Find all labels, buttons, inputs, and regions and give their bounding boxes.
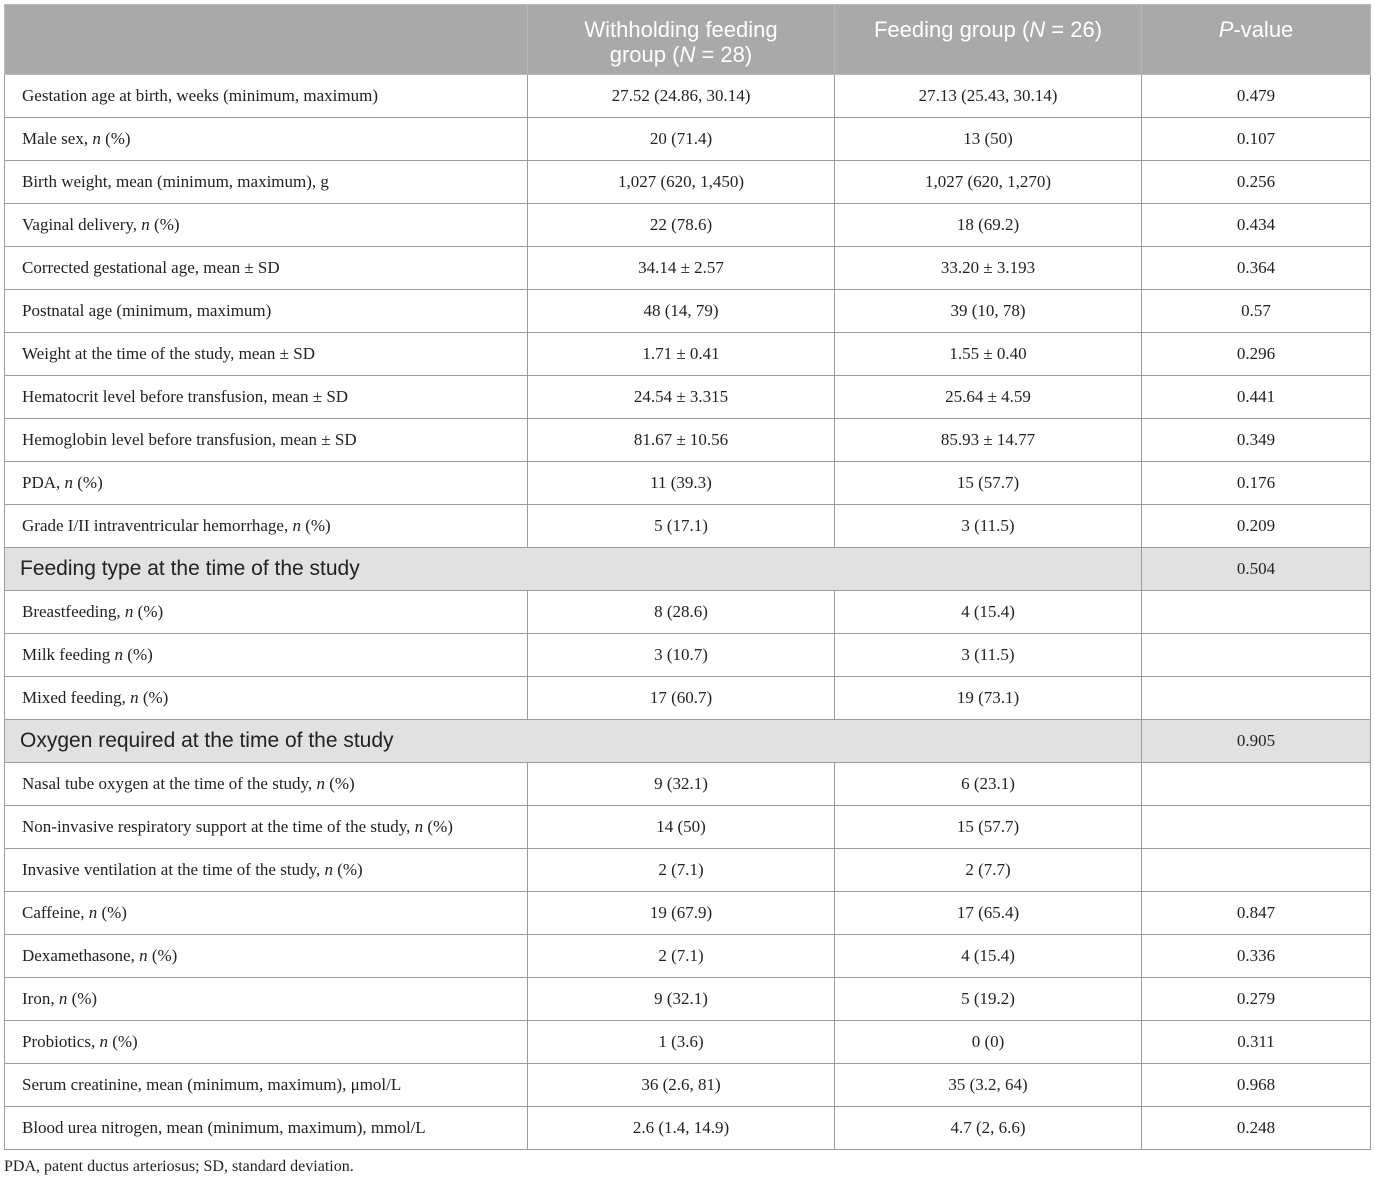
withholding-value: 14 (50) — [528, 806, 835, 849]
withholding-value: 36 (2.6, 81) — [528, 1064, 835, 1107]
table-row — [5, 935, 1371, 978]
p-value: 0.847 — [1142, 892, 1371, 935]
feeding-value: 33.20 ± 3.193 — [835, 247, 1142, 290]
table-row — [5, 806, 1371, 849]
feeding-value: 39 (10, 78) — [835, 290, 1142, 333]
table-row — [5, 376, 1371, 419]
feeding-value: 3 (11.5) — [835, 505, 1142, 548]
row-label: Mixed feeding, n (%) — [5, 677, 528, 720]
row-label: Corrected gestational age, mean ± SD — [5, 247, 528, 290]
feeding-value: 1.55 ± 0.40 — [835, 333, 1142, 376]
row-label: Grade I/II intraventricular hemorrhage, n (%) — [5, 505, 528, 548]
withholding-value: 8 (28.6) — [528, 591, 835, 634]
table-row — [5, 634, 1371, 677]
feeding-value: 6 (23.1) — [835, 763, 1142, 806]
withholding-value: 1.71 ± 0.41 — [528, 333, 835, 376]
baseline-characteristics-table — [4, 4, 1371, 1150]
p-value: 0.296 — [1142, 333, 1371, 376]
withholding-value: 5 (17.1) — [528, 505, 835, 548]
feeding-value: 15 (57.7) — [835, 806, 1142, 849]
header-p-value: P-value — [1142, 5, 1371, 75]
table-row — [5, 849, 1371, 892]
row-label: Gestation age at birth, weeks (minimum, maximum) — [5, 75, 528, 118]
feeding-value: 4.7 (2, 6.6) — [835, 1107, 1142, 1150]
header-withholding-group: Withholding feeding group (N = 28) — [528, 5, 835, 75]
section-header-row — [5, 548, 1371, 591]
row-label: Caffeine, n (%) — [5, 892, 528, 935]
withholding-value: 9 (32.1) — [528, 978, 835, 1021]
withholding-value: 2.6 (1.4, 14.9) — [528, 1107, 835, 1150]
p-value: 0.479 — [1142, 75, 1371, 118]
withholding-value: 81.67 ± 10.56 — [528, 419, 835, 462]
feeding-value: 18 (69.2) — [835, 204, 1142, 247]
p-value: 0.336 — [1142, 935, 1371, 978]
p-value: 0.434 — [1142, 204, 1371, 247]
withholding-value: 3 (10.7) — [528, 634, 835, 677]
p-value: 0.441 — [1142, 376, 1371, 419]
p-value: 0.57 — [1142, 290, 1371, 333]
feeding-value: 25.64 ± 4.59 — [835, 376, 1142, 419]
table-row — [5, 247, 1371, 290]
row-label: PDA, n (%) — [5, 462, 528, 505]
feeding-value: 27.13 (25.43, 30.14) — [835, 75, 1142, 118]
table-row — [5, 1107, 1371, 1150]
p-value: 0.364 — [1142, 247, 1371, 290]
row-label: Hematocrit level before transfusion, mean ± SD — [5, 376, 528, 419]
feeding-value: 5 (19.2) — [835, 978, 1142, 1021]
row-label: Blood urea nitrogen, mean (minimum, maximum), mmol/L — [5, 1107, 528, 1150]
row-label: Invasive ventilation at the time of the study, n (%) — [5, 849, 528, 892]
p-value — [1142, 677, 1371, 720]
feeding-value: 85.93 ± 14.77 — [835, 419, 1142, 462]
table-row — [5, 591, 1371, 634]
p-value: 0.256 — [1142, 161, 1371, 204]
feeding-value: 2 (7.7) — [835, 849, 1142, 892]
row-label: Milk feeding n (%) — [5, 634, 528, 677]
section-title: Oxygen required at the time of the study — [5, 720, 1142, 763]
table-row — [5, 1021, 1371, 1064]
withholding-value: 11 (39.3) — [528, 462, 835, 505]
withholding-value: 34.14 ± 2.57 — [528, 247, 835, 290]
p-value — [1142, 634, 1371, 677]
table-row — [5, 505, 1371, 548]
withholding-value: 17 (60.7) — [528, 677, 835, 720]
feeding-value: 13 (50) — [835, 118, 1142, 161]
table-row — [5, 333, 1371, 376]
table-footnote: PDA, patent ductus arteriosus; SD, standard deviation. — [4, 1158, 354, 1175]
withholding-value: 2 (7.1) — [528, 935, 835, 978]
table-row — [5, 290, 1371, 333]
section-p-value: 0.905 — [1142, 720, 1371, 763]
row-label: Vaginal delivery, n (%) — [5, 204, 528, 247]
table-row — [5, 118, 1371, 161]
table-row — [5, 763, 1371, 806]
withholding-value: 19 (67.9) — [528, 892, 835, 935]
p-value — [1142, 806, 1371, 849]
table-row — [5, 419, 1371, 462]
withholding-value: 27.52 (24.86, 30.14) — [528, 75, 835, 118]
withholding-value: 9 (32.1) — [528, 763, 835, 806]
table-body — [5, 75, 1371, 1150]
row-label: Male sex, n (%) — [5, 118, 528, 161]
header-label-cell — [5, 5, 528, 75]
p-value: 0.209 — [1142, 505, 1371, 548]
p-value — [1142, 763, 1371, 806]
row-label: Non-invasive respiratory support at the time of the study, n (%) — [5, 806, 528, 849]
withholding-value: 48 (14, 79) — [528, 290, 835, 333]
feeding-value: 17 (65.4) — [835, 892, 1142, 935]
table-row — [5, 677, 1371, 720]
table-row — [5, 462, 1371, 505]
row-label: Postnatal age (minimum, maximum) — [5, 290, 528, 333]
row-label: Hemoglobin level before transfusion, mean ± SD — [5, 419, 528, 462]
feeding-value: 4 (15.4) — [835, 591, 1142, 634]
table-row — [5, 1064, 1371, 1107]
table-row — [5, 978, 1371, 1021]
feeding-value: 35 (3.2, 64) — [835, 1064, 1142, 1107]
p-value — [1142, 591, 1371, 634]
row-label: Birth weight, mean (minimum, maximum), g — [5, 161, 528, 204]
row-label: Nasal tube oxygen at the time of the study, n (%) — [5, 763, 528, 806]
header-feeding-group: Feeding group (N = 26) — [835, 5, 1142, 75]
feeding-value: 1,027 (620, 1,270) — [835, 161, 1142, 204]
feeding-value: 19 (73.1) — [835, 677, 1142, 720]
feeding-value: 0 (0) — [835, 1021, 1142, 1064]
p-value: 0.248 — [1142, 1107, 1371, 1150]
row-label: Iron, n (%) — [5, 978, 528, 1021]
row-label: Breastfeeding, n (%) — [5, 591, 528, 634]
p-value: 0.279 — [1142, 978, 1371, 1021]
section-header-row — [5, 720, 1371, 763]
withholding-value: 22 (78.6) — [528, 204, 835, 247]
row-label: Weight at the time of the study, mean ± SD — [5, 333, 528, 376]
table-row — [5, 204, 1371, 247]
section-p-value: 0.504 — [1142, 548, 1371, 591]
table-row — [5, 892, 1371, 935]
withholding-value: 1 (3.6) — [528, 1021, 835, 1064]
withholding-value: 24.54 ± 3.315 — [528, 376, 835, 419]
withholding-value: 1,027 (620, 1,450) — [528, 161, 835, 204]
row-label: Dexamethasone, n (%) — [5, 935, 528, 978]
feeding-value: 4 (15.4) — [835, 935, 1142, 978]
row-label: Serum creatinine, mean (minimum, maximum), μmol/L — [5, 1064, 528, 1107]
p-value: 0.349 — [1142, 419, 1371, 462]
table-row — [5, 75, 1371, 118]
p-value: 0.968 — [1142, 1064, 1371, 1107]
withholding-value: 2 (7.1) — [528, 849, 835, 892]
row-label: Probiotics, n (%) — [5, 1021, 528, 1064]
p-value — [1142, 849, 1371, 892]
p-value: 0.311 — [1142, 1021, 1371, 1064]
table-header-row — [5, 5, 1371, 75]
withholding-value: 20 (71.4) — [528, 118, 835, 161]
p-value: 0.176 — [1142, 462, 1371, 505]
feeding-value: 15 (57.7) — [835, 462, 1142, 505]
feeding-value: 3 (11.5) — [835, 634, 1142, 677]
p-value: 0.107 — [1142, 118, 1371, 161]
section-title: Feeding type at the time of the study — [5, 548, 1142, 591]
table-row — [5, 161, 1371, 204]
